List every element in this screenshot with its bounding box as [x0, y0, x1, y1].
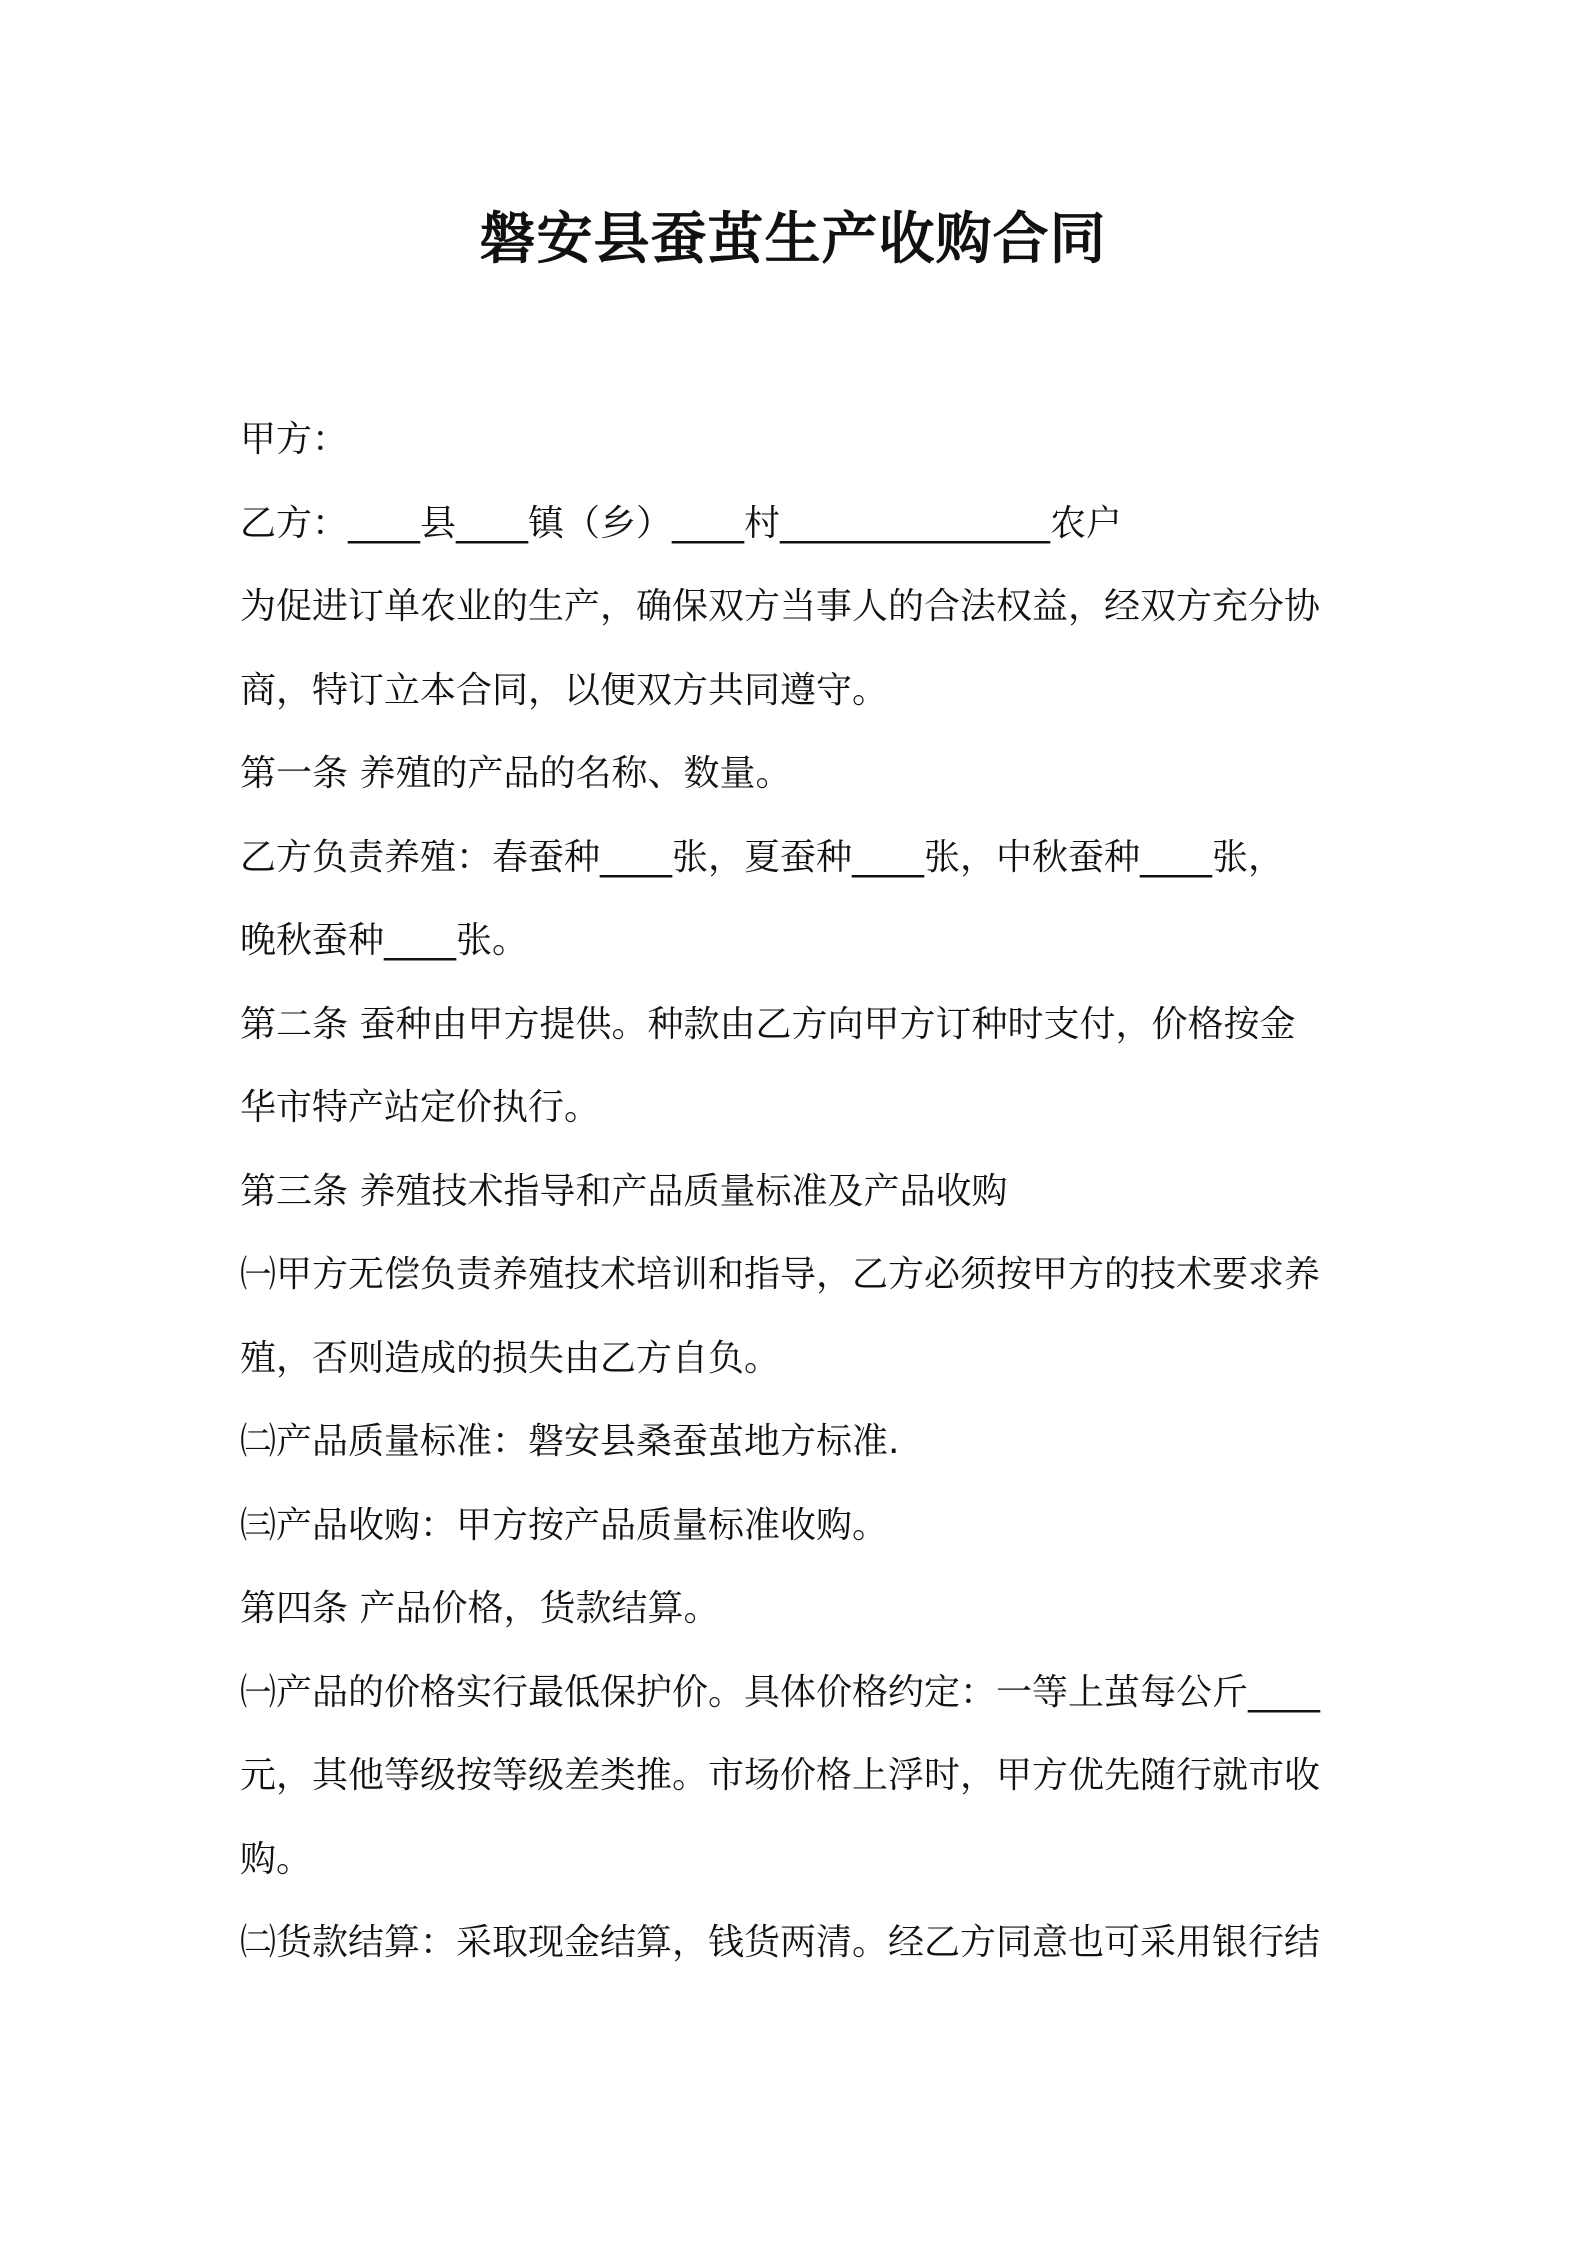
article-3-item-3: ㈢产品收购：甲方按产品质量标准收购。	[240, 1504, 889, 1546]
article-1-text: 晚秋蚕种____张。	[240, 920, 529, 961]
article-3-item-2: ㈡产品质量标准：磐安县桑蚕茧地方标准.	[240, 1421, 900, 1462]
document-title: 磐安县蚕茧生产收购合同	[479, 207, 1107, 272]
preamble-line: 为促进订单农业的生产，确保双方当事人的合法权益，经双方充分协	[240, 586, 1321, 627]
document-body	[240, 398, 1360, 1985]
article-4-item-1: 元，其他等级按等级差类推。市场价格上浮时，甲方优先随行就市收	[240, 1755, 1321, 1796]
party-b-line: 乙方：____县____镇（乡）____村_______________农户	[240, 502, 1123, 544]
article-2-heading: 第二条 蚕种由甲方提供。种款由乙方向甲方订种时支付，价格按金	[240, 1003, 1296, 1045]
article-3-item-1: 殖，否则造成的损失由乙方自负。	[240, 1337, 781, 1379]
article-4-item-1: 购。	[240, 1838, 313, 1880]
article-3-heading: 第三条 养殖技术指导和产品质量标准及产品收购	[240, 1170, 1008, 1212]
article-2-text: 华市特产站定价执行。	[240, 1087, 601, 1128]
article-3-item-1: ㈠甲方无偿负责养殖技术培训和指导，乙方必须按甲方的技术要求养	[240, 1254, 1321, 1295]
article-4-item-2: ㈡货款结算：采取现金结算，钱货两清。经乙方同意也可采用银行结	[240, 1922, 1321, 1963]
party-a-line: 甲方：	[240, 419, 349, 460]
article-4-heading: 第四条 产品价格，货款结算。	[240, 1588, 720, 1629]
article-1-heading: 第一条 养殖的产品的名称、数量。	[240, 753, 792, 794]
preamble-line: 商，特订立本合同，以便双方共同遵守。	[240, 669, 889, 711]
article-4-item-1: ㈠产品的价格实行最低保护价。具体价格约定：一等上茧每公斤____	[240, 1671, 1321, 1713]
article-1-text: 乙方负责养殖：春蚕种____张，夏蚕种____张，中秋蚕种____张，	[240, 836, 1285, 878]
